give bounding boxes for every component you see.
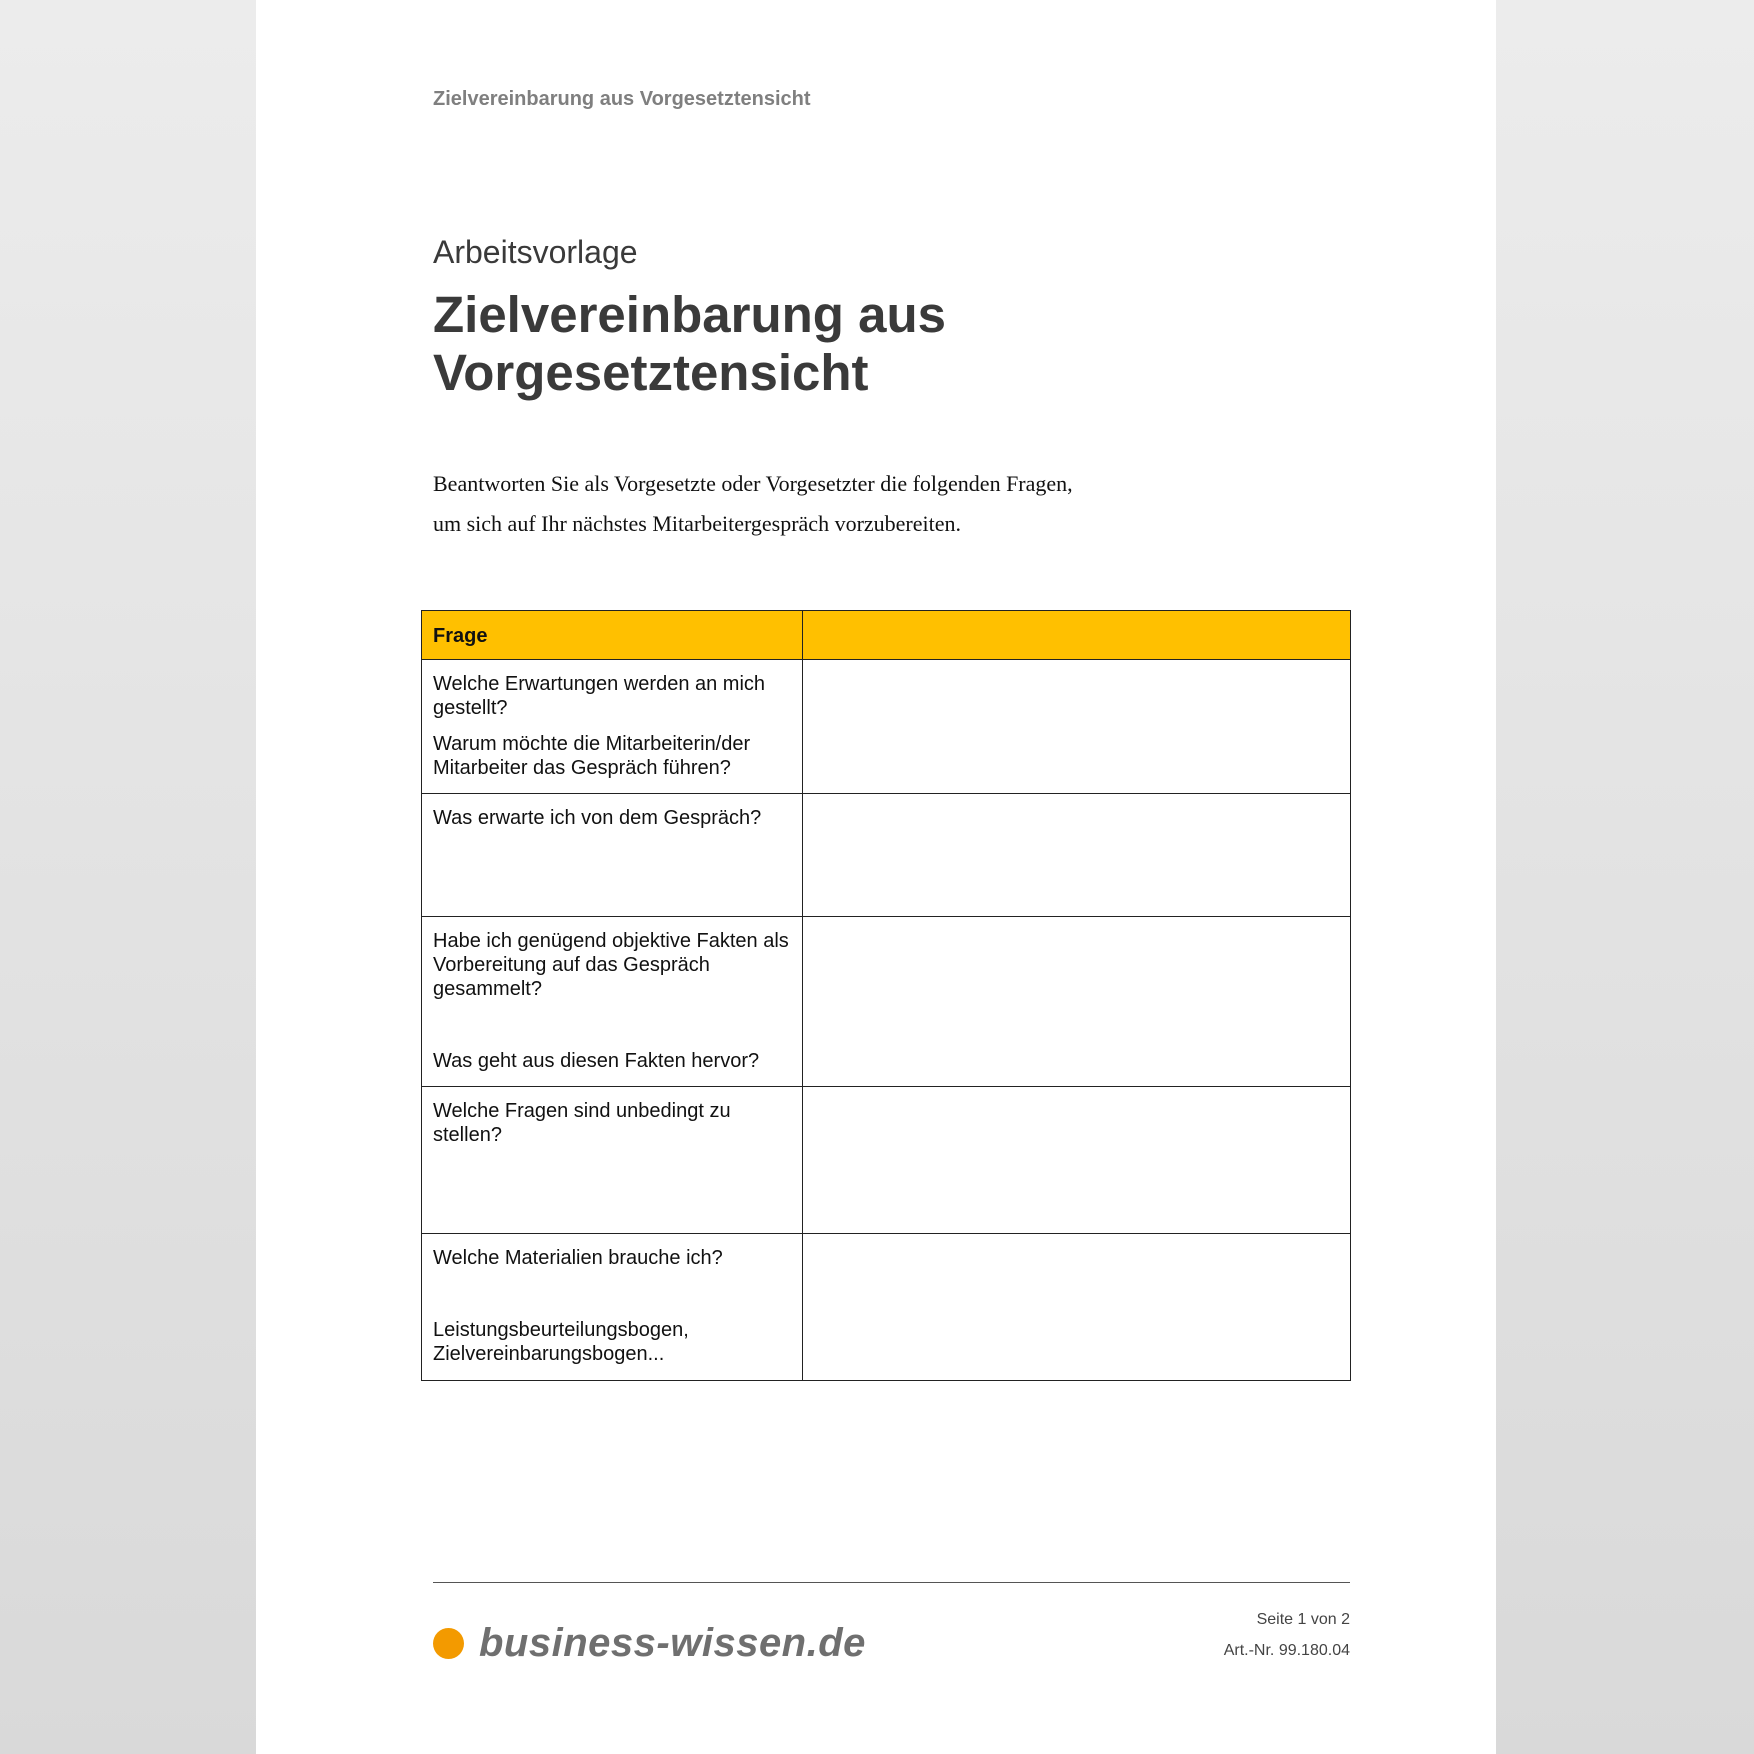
- answer-cell[interactable]: [803, 660, 1351, 794]
- logo-dot-icon: [433, 1628, 464, 1659]
- answer-cell[interactable]: [803, 1087, 1351, 1234]
- article-number: Art.-Nr. 99.180.04: [1223, 1642, 1350, 1659]
- document-title-line-1: Zielvereinbarung aus: [433, 286, 946, 343]
- question-text: Leistungsbeurteilungsbogen, Zielvereinbarungsbogen...: [433, 1319, 689, 1365]
- answer-cell[interactable]: [803, 1234, 1351, 1381]
- page-info: [1224, 1604, 1350, 1666]
- question-text: Welche Erwartungen werden an mich gestellt?: [433, 673, 766, 719]
- logo-text: business-wissen.de: [479, 1620, 866, 1665]
- question-cell: [422, 660, 803, 794]
- header-answer: [803, 611, 1351, 660]
- page-number: Seite 1 von 2: [1256, 1611, 1350, 1628]
- table-row: [422, 660, 1351, 794]
- table-row: [422, 794, 1351, 917]
- table-row: [422, 917, 1351, 1087]
- question-table: [421, 610, 1351, 1381]
- question-text: Welche Materialien brauche ich?: [433, 1247, 723, 1269]
- document-page: [256, 0, 1496, 1754]
- document-type: Arbeitsvorlage: [433, 234, 638, 270]
- question-text: Warum möchte die Mitarbeiterin/der Mitarbeiter das Gespräch führen?: [433, 733, 751, 779]
- question-text: Was erwarte ich von dem Gespräch?: [433, 807, 762, 829]
- question-cell: [422, 1234, 803, 1381]
- question-text: Was geht aus diesen Fakten hervor?: [433, 1050, 760, 1072]
- intro-text: [433, 464, 1333, 544]
- document-title: [433, 286, 1333, 402]
- table-row: [422, 1234, 1351, 1381]
- answer-cell[interactable]: [803, 917, 1351, 1087]
- brand-logo: [433, 1618, 866, 1668]
- running-header: Zielvereinbarung aus Vorgesetztensicht: [433, 88, 811, 110]
- answer-cell[interactable]: [803, 794, 1351, 917]
- intro-line-1: Beantworten Sie als Vorgesetzte oder Vorgesetzter die folgenden Fragen,: [433, 471, 1073, 496]
- question-text: Welche Fragen sind unbedingt zu stellen?: [433, 1100, 731, 1146]
- intro-line-2: um sich auf Ihr nächstes Mitarbeitergespräch vorzubereiten.: [433, 511, 961, 536]
- footer-divider: [433, 1582, 1350, 1583]
- header-frage: Frage: [422, 611, 803, 660]
- question-text: Habe ich genügend objektive Fakten als Vorbereitung auf das Gespräch gesammelt?: [433, 930, 789, 1000]
- table-row: [422, 1087, 1351, 1234]
- question-cell: [422, 917, 803, 1087]
- question-cell: [422, 1087, 803, 1234]
- document-title-line-2: Vorgesetztensicht: [433, 344, 869, 401]
- question-cell: [422, 794, 803, 917]
- table-header-row: [422, 611, 1351, 660]
